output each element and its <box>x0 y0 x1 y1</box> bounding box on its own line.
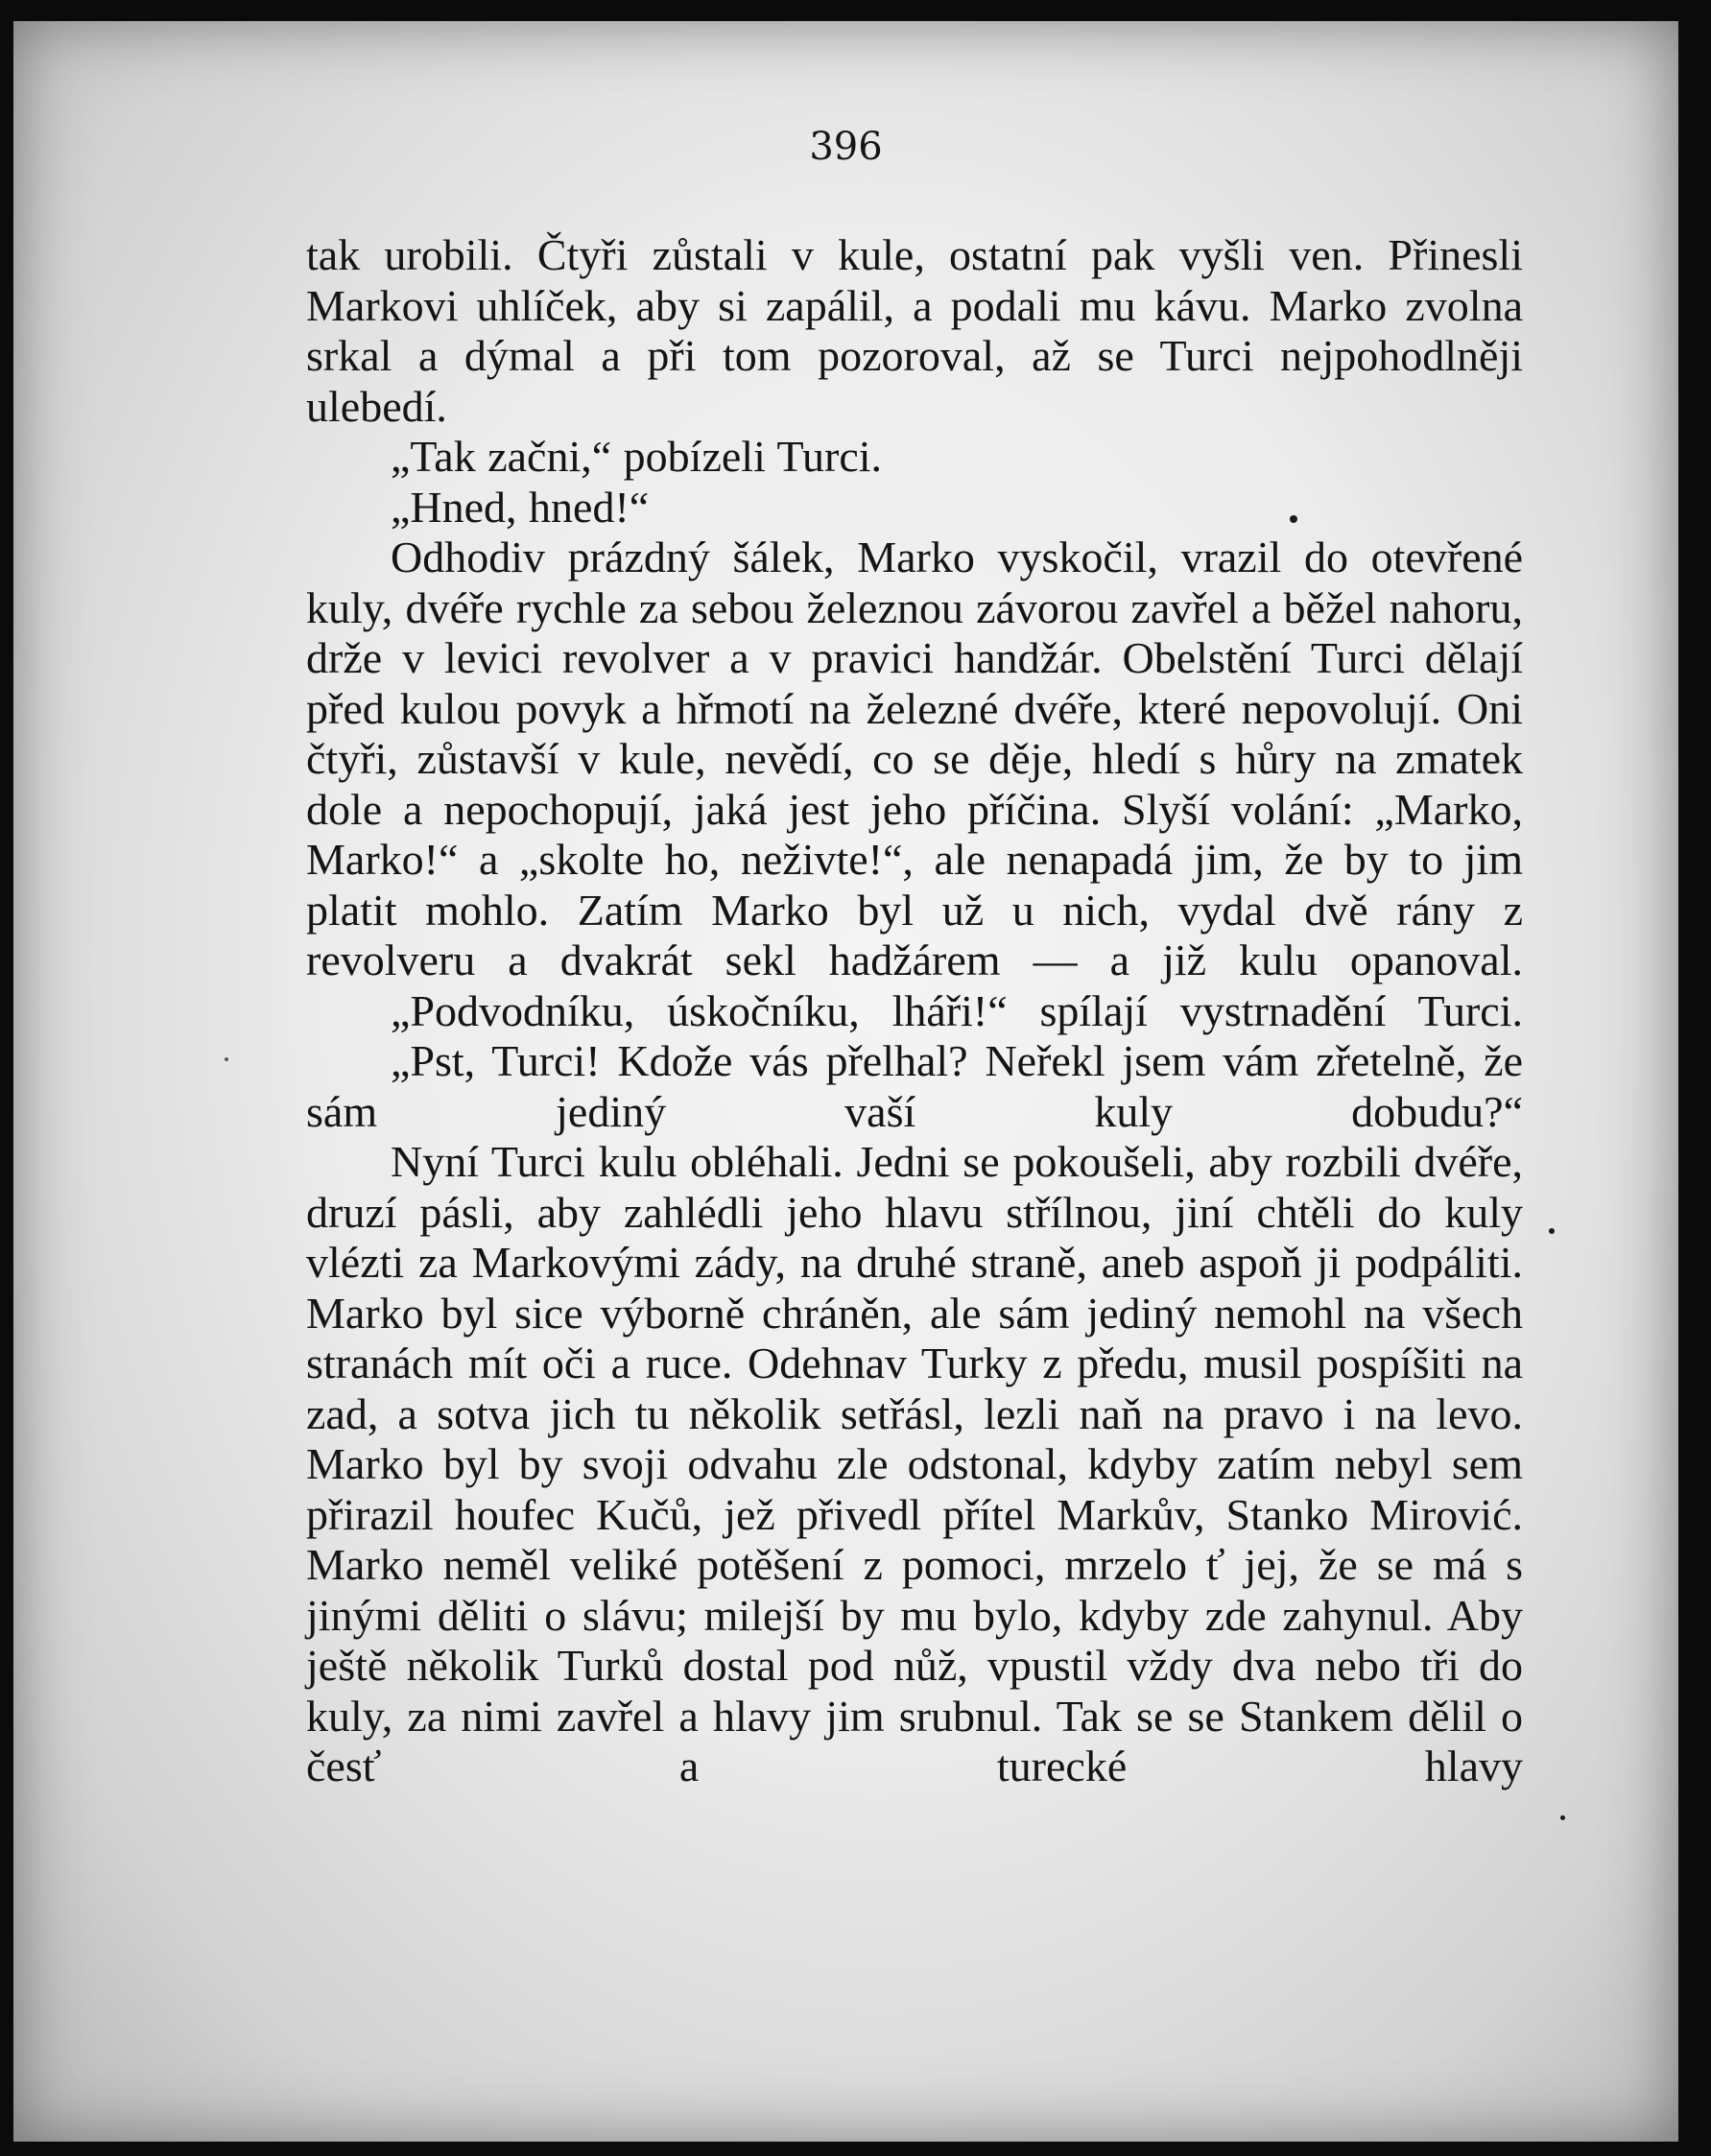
paragraph-4: Odhodiv prázdný šálek, Marko vyskočil, vrazil do otevřené kuly, dvéře rychle za sebou železnou závorou zavřel a běžel nahoru, drže v levici revolver a v pravici handžár. Obelstění Turci dělají před kulou povyk a hřmotí na železné dvéře, které nepovolují. Oni čtyři, zůstavší v kule, nevědí, co se děje, hledí s hůry na zmatek dole a nepochopují, jaká jest jeho příčina. Slyší volání: „Marko, Marko!“ a „skolte ho, neživte!“, ale nenapadá jim, že by to jim platit mohlo. Zatím Marko byl už u nich, vydal dvě rány z revolveru a dvakrát sekl hadžárem — a již kulu opanoval. <box>306 533 1523 984</box>
page-number: 396 <box>809 125 883 169</box>
book-page <box>13 21 1678 2142</box>
print-speck <box>225 1057 228 1061</box>
paragraph-3: „Hned, hned!“ <box>391 482 650 532</box>
paragraph-1: tak urobili. Čtyři zůstali v kule, ostatní pak vyšli ven. Přinesli Markovi uhlíček, aby si zapálil, a podali mu kávu. Marko zvolna srkal a dýmal a při tom pozoroval, až se Turci nejpohodlněji ulebedí. <box>306 230 1523 431</box>
print-speck <box>1549 1228 1555 1234</box>
body-text <box>306 230 1523 1792</box>
paragraph-5: „Podvodníku, úskočníku, lháři!“ spílají vystrnadění Turci. <box>391 985 1523 1035</box>
paragraph-7: Nyní Turci kulu obléhali. Jedni se pokoušeli, aby rozbili dvéře, druzí pásli, aby zahlédli jeho hlavu střílnou, jiní chtěli do kuly vlézti za Markovými zády, na druhé straně, aneb aspoň ji podpáliti. Marko byl sice výborně chráněn, ale sám jediný nemohl na všech stranách mít oči a ruce. Odehnav Turky z předu, musil pospíšiti na zad, a sotva jich tu několik setřásl, lezli naň na pravo i na levo. Marko byl by svoji odvahu zle odstonal, kdyby zatím nebyl sem přirazil houfec Kučů, jež přivedl přítel Markův, Stanko Mirović. Marko neměl veliké potěšení z pomoci, mrzelo ť jej, že se má s jinými děliti o slávu; milejší by mu bylo, kdyby zde zahynul. Aby ještě několik Turků dostal pod nůž, vpustil vždy dva nebo tři do kuly, za nimi zavřel a hlavy jim srubnul. Tak se se Stankem dělil o česť a turecké hlavy <box>306 1137 1523 1790</box>
print-speck <box>1560 1815 1565 1820</box>
paragraph-6: „Pst, Turci! Kdože vás přelhal? Neřekl jsem vám zřetelně, že sám jediný vaší kuly dobudu?“ <box>306 1036 1523 1136</box>
print-speck <box>1290 515 1297 523</box>
paragraph-2: „Tak začni,“ pobízeli Turci. <box>391 432 883 481</box>
